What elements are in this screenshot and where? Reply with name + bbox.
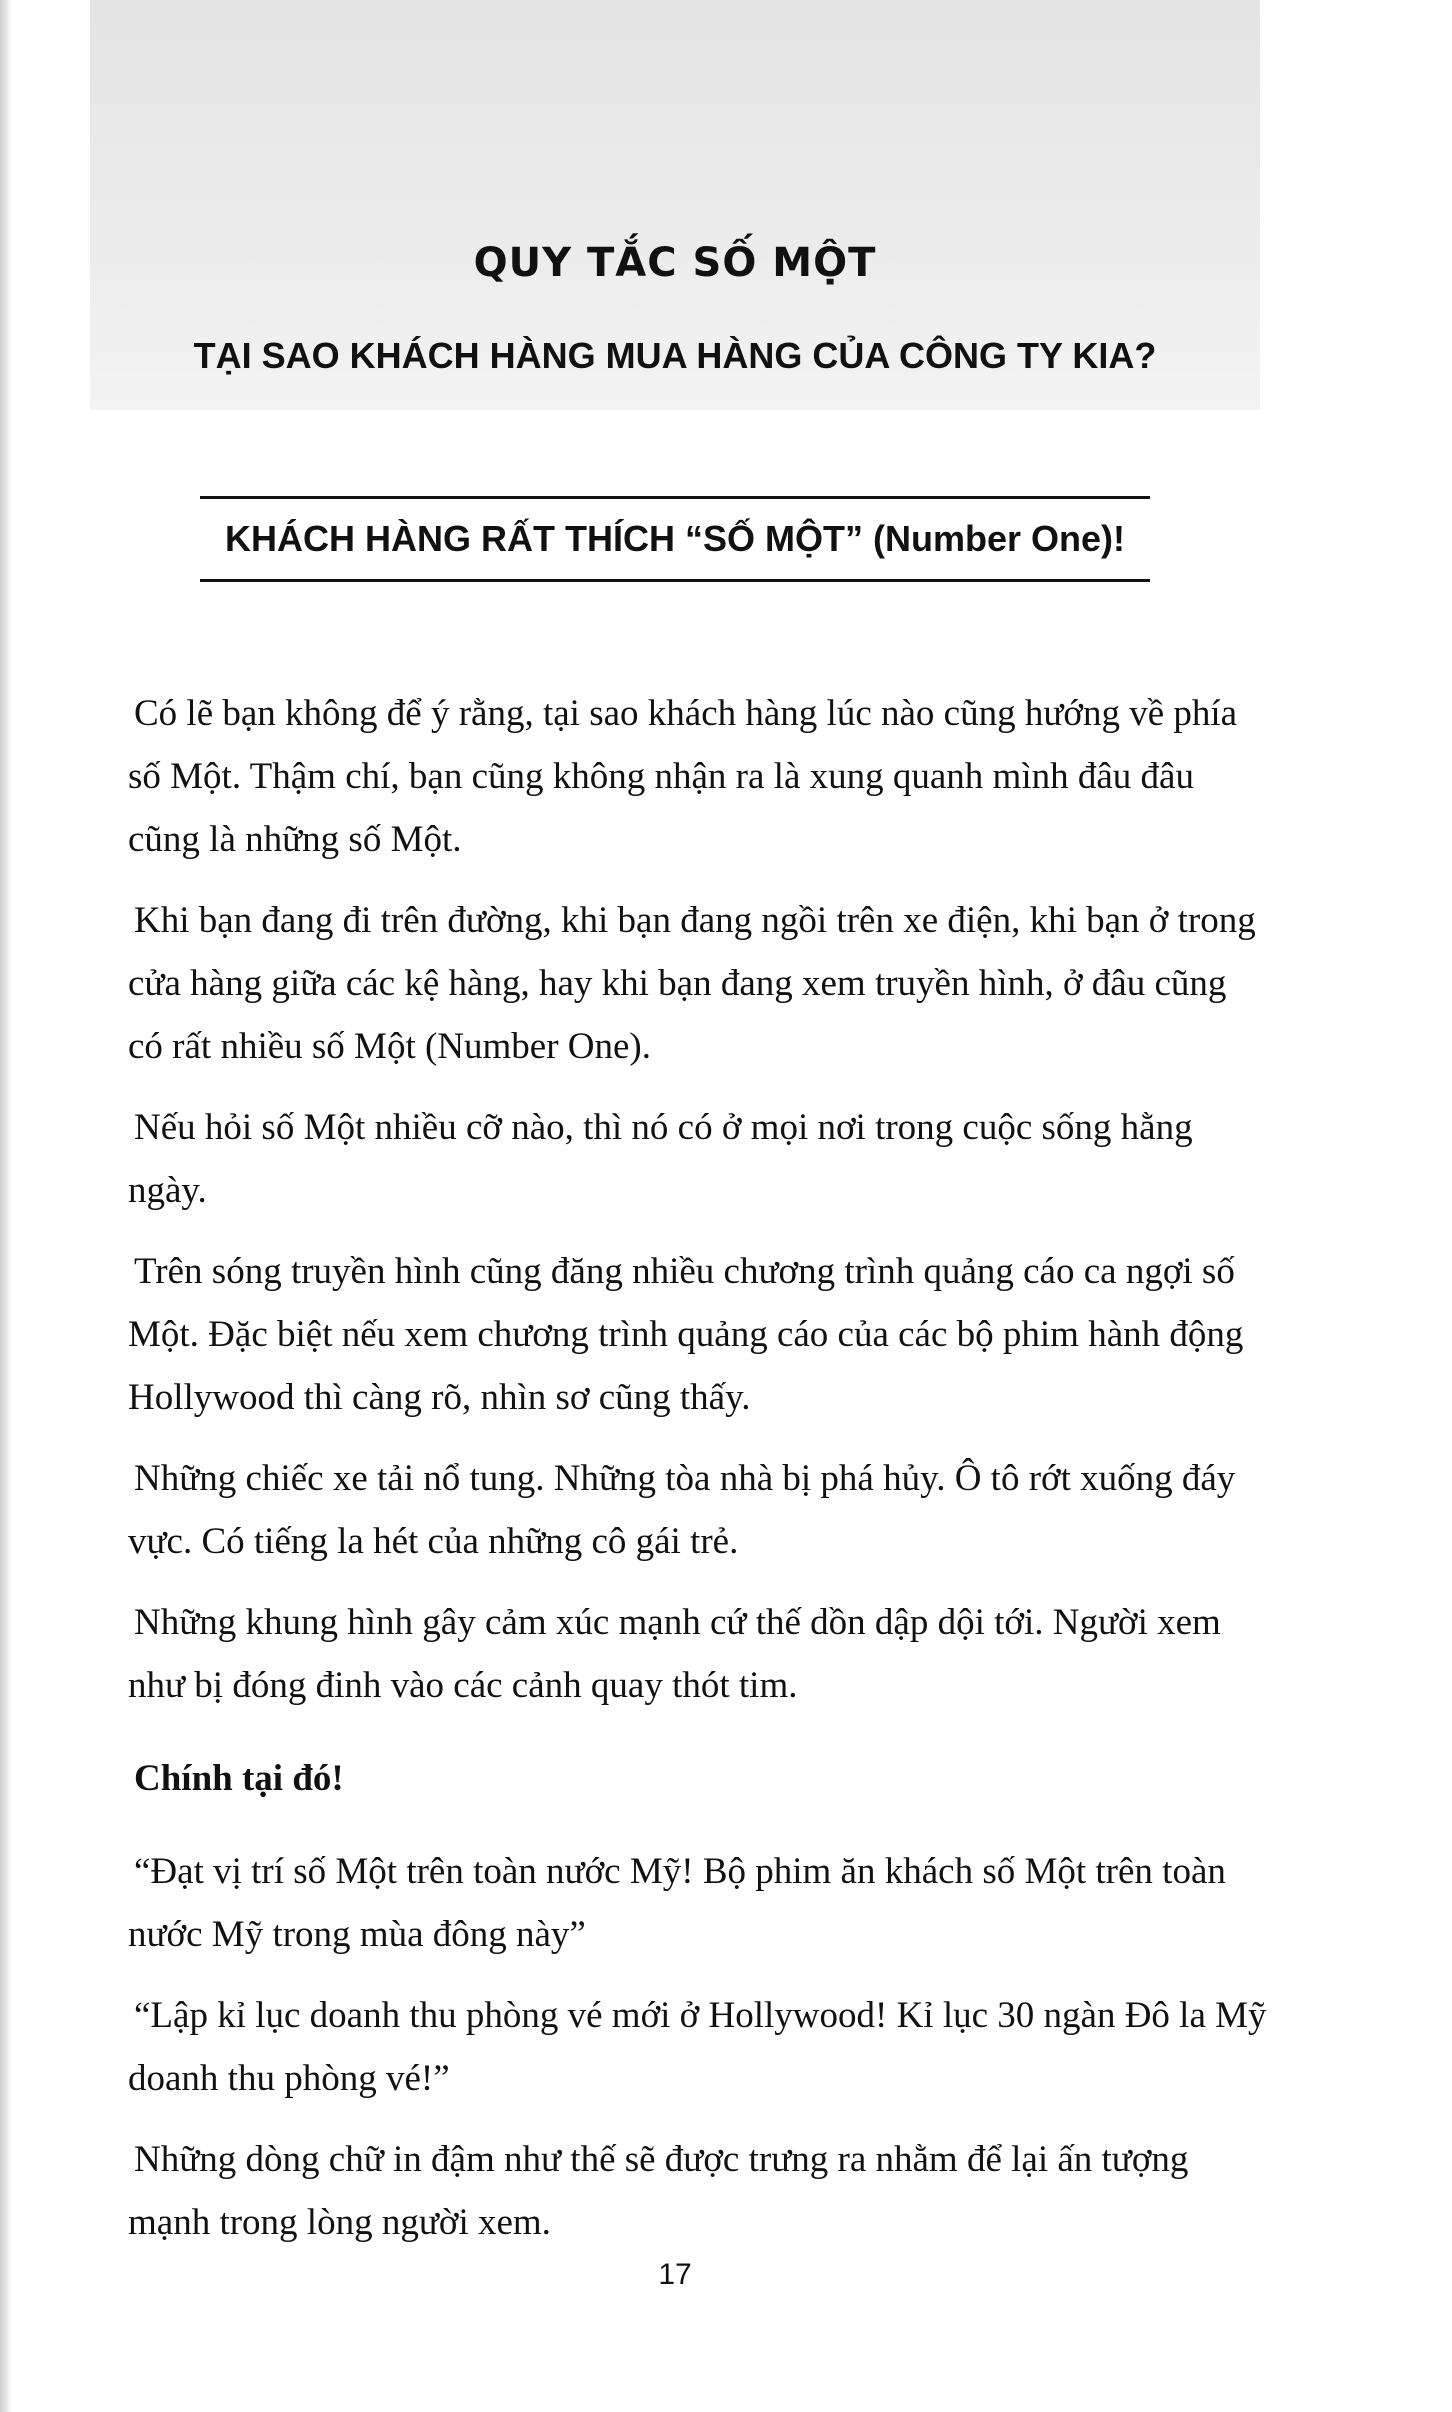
quote-paragraph: “Đạt vị trí số Một trên toàn nước Mỹ! Bộ phim ăn khách số Một trên toàn nước Mỹ trong mùa đông này” [128,1851,1226,1955]
paragraph: Nếu hỏi số Một nhiều cỡ nào, thì nó có ở mọi nơi trong cuộc sống hằng ngày. [128,1107,1193,1211]
paragraph: Có lẽ bạn không để ý rằng, tại sao khách hàng lúc nào cũng hướng về phía số Một. Thậm chí, bạn cũng không nhận ra là xung quanh mình đâu đâu cũng là những số Một. [128,693,1238,860]
section-heading: KHÁCH HÀNG RẤT THÍCH “SỐ MỘT” (Number One)! [225,518,1125,559]
page-number: 17 [658,2258,692,2291]
paragraph: Những khung hình gây cảm xúc mạnh cứ thế dồn dập dội tới. Người xem như bị đóng đinh vào các cảnh quay thót tim. [128,1602,1221,1706]
page-edge [0,0,12,2412]
paragraph: Những dòng chữ in đậm như thế sẽ được trưng ra nhằm để lại ấn tượng mạnh trong lòng người xem. [128,2139,1189,2243]
section-heading-box [200,496,1150,582]
body-text [128,682,1268,2272]
paragraph: Trên sóng truyền hình cũng đăng nhiều chương trình quảng cáo ca ngợi số Một. Đặc biệt nếu xem chương trình quảng cáo của các bộ phim hành động Hollywood thì càng rõ, nhìn sơ cũng thấy. [128,1251,1244,1418]
chapter-title: QUY TẮC SỐ MỘT [473,240,877,286]
chapter-subtitle: TẠI SAO KHÁCH HÀNG MUA HÀNG CỦA CÔNG TY KIA? [193,335,1157,376]
paragraph: Những chiếc xe tải nổ tung. Những tòa nhà bị phá hủy. Ô tô rớt xuống đáy vực. Có tiếng la hét của những cô gái trẻ. [128,1458,1236,1562]
paragraph: Khi bạn đang đi trên đường, khi bạn đang ngồi trên xe điện, khi bạn ở trong cửa hàng giữa các kệ hàng, hay khi bạn đang xem truyền hình, ở đâu cũng có rất nhiều số Một (Number One). [128,900,1256,1067]
bold-callout: Chính tại đó! [134,1758,344,1799]
quote-paragraph: “Lập kỉ lục doanh thu phòng vé mới ở Hollywood! Kỉ lục 30 ngàn Đô la Mỹ doanh thu phòng vé!” [128,1995,1267,2099]
